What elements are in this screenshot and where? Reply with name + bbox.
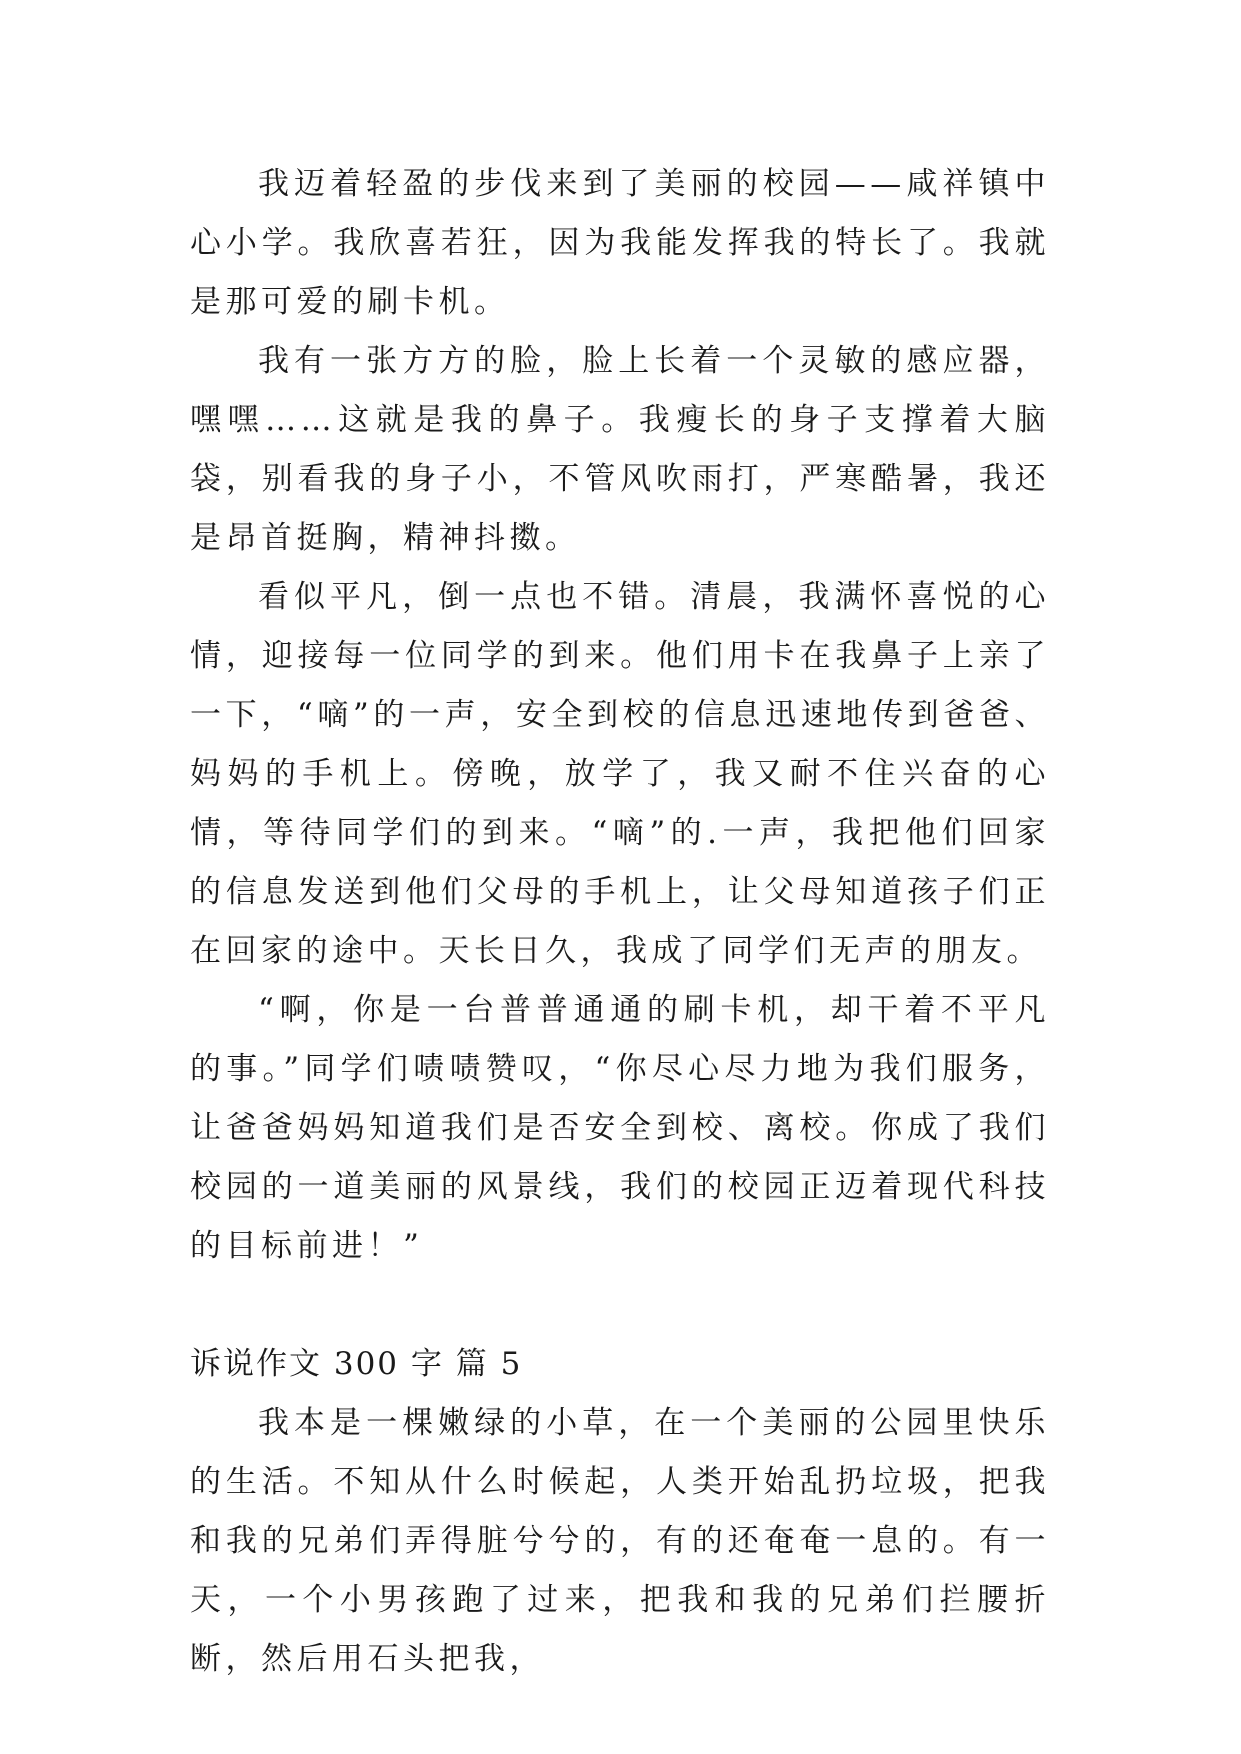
- paragraph-card-reader-intro: 我迈着轻盈的步伐来到了美丽的校园——咸祥镇中心小学。我欣喜若狂，因为我能发挥我的特长了。我就是那可爱的刷卡机。: [190, 166, 1050, 320]
- paragraph-card-reader-daily-work: 看似平凡，倒一点也不错。清晨，我满怀喜悦的心情，迎接每一位同学的到来。他们用卡在我鼻子上亲了一下，“嘀”的一声，安全到校的信息迅速地传到爸爸、妈妈的手机上。傍晚，放学了，我又耐不住兴奋的心情，等待同学们的到来。“嘀”的.一声，我把他们回家的信息发送到他们父母的手机上，让父母知道孩子们正在回家的途中。天长日久，我成了同学们无声的朋友。: [190, 579, 1050, 969]
- section-heading: 诉说作文 300 字 篇 5: [190, 1346, 523, 1382]
- document-body: [190, 155, 1050, 1689]
- paragraph-card-reader-appearance: 我有一张方方的脸，脸上长着一个灵敏的感应器，嘿嘿……这就是我的鼻子。我瘦长的身子支撑着大脑袋，别看我的身子小，不管风吹雨打，严寒酷暑，我还是昂首挺胸，精神抖擞。: [190, 343, 1050, 556]
- paragraph-grass-story: 我本是一棵嫩绿的小草，在一个美丽的公园里快乐的生活。不知从什么时候起，人类开始乱扔垃圾，把我和我的兄弟们弄得脏兮兮的，有的还奄奄一息的。有一天，一个小男孩跑了过来，把我和我的兄弟们拦腰折断，然后用石头把我，: [190, 1405, 1050, 1677]
- paragraph-students-praise: “啊，你是一台普普通通的刷卡机，却干着不平凡的事。”同学们啧啧赞叹，“你尽心尽力地为我们服务，让爸爸妈妈知道我们是否安全到校、离校。你成了我们校园的一道美丽的风景线，我们的校园正迈着现代科技的目标前进！”: [190, 992, 1050, 1264]
